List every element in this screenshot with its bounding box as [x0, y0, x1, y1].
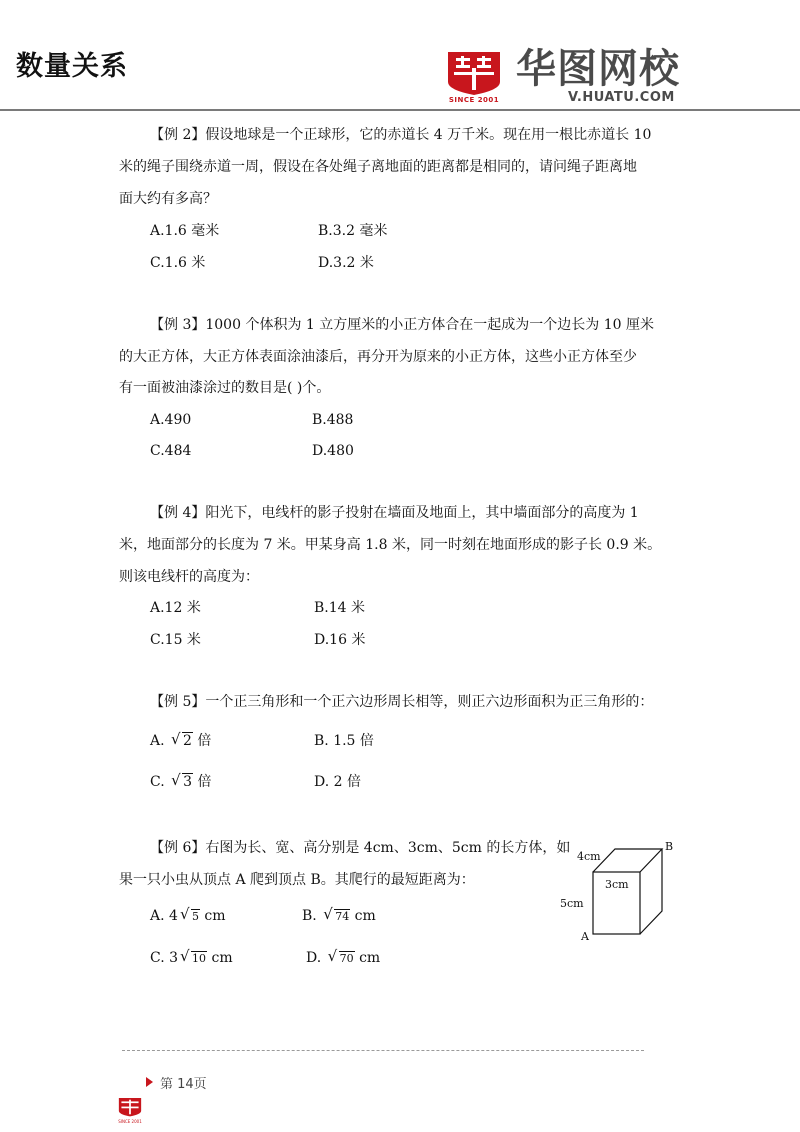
sqrt-expression: √ 74 [323, 905, 350, 923]
page-arrow-icon [146, 1077, 153, 1087]
footer-divider [122, 1050, 644, 1051]
question-line: 有一面被油漆涂过的数目是( )个。 [119, 380, 331, 396]
question-line: 则该电线杆的高度为： [119, 569, 259, 585]
page-title: 数量关系 [16, 51, 128, 82]
page-number: 第 14页 [160, 1077, 207, 1092]
cuboid-length-label: 4cm [577, 850, 601, 863]
option-d: D.16 米 [314, 632, 366, 648]
cuboid-figure [555, 838, 685, 948]
question-label: 【例 3】 [150, 317, 206, 333]
sqrt-expression: √ 10 [180, 947, 207, 965]
option-a: A.490 [150, 412, 192, 428]
cuboid-top-face [593, 849, 662, 872]
option-b: B.3.2 毫米 [318, 223, 388, 239]
question-line: 米的绳子围绕赤道一周，假设在各处绳子离地面的距离都是相同的，请问绳子距离地 [119, 159, 637, 175]
sqrt-expression: √ 70 [327, 947, 354, 965]
question-line: 【例 4】阳光下，电线杆的影子投射在墙面及地面上，其中墙面部分的高度为 1 [150, 505, 639, 521]
option-c: C. √ 3 倍 [150, 771, 212, 790]
question-line: 果一只小虫从顶点 A 爬到顶点 B。其爬行的最短距离为： [119, 872, 475, 888]
logo-since-text: SINCE 2001 [448, 96, 500, 104]
option-c: C.484 [150, 443, 192, 459]
option-d: D.3.2 米 [318, 255, 374, 271]
brand-name: 华图网校 [516, 46, 680, 92]
cuboid-side-face [640, 849, 662, 934]
option-c: C.15 米 [150, 632, 201, 648]
question-line: 的大正方体，大正方体表面涂油漆后，再分开为原来的小正方体，这些小正方体至少 [119, 349, 637, 365]
sqrt-expression: √ 3 [171, 771, 193, 790]
question-line: 【例 3】1000 个体积为 1 立方厘米的小正方体合在一起成为一个边长为 10 厘米 [150, 317, 654, 333]
option-d: D.480 [312, 443, 354, 459]
header-divider [0, 109, 800, 111]
question-line: 米，地面部分的长度为 7 米。甲某身高 1.8 米，同一时刻在地面形成的影子长 0.9 米。 [119, 537, 662, 553]
option-b: B. 1.5 倍 [314, 733, 374, 749]
question-label: 【例 6】 [150, 840, 206, 856]
option-d: D. 2 倍 [314, 774, 361, 790]
brand-url: V.HUATU.COM [568, 90, 675, 105]
question-label: 【例 2】 [150, 127, 206, 143]
sqrt-expression: √ 5 [179, 905, 199, 923]
question-label: 【例 4】 [150, 505, 206, 521]
option-c: C. 3 √ 10 cm [150, 948, 233, 969]
option-b: B. √ 74 cm [302, 906, 376, 927]
cuboid-height-label: 5cm [560, 897, 584, 910]
option-d: D. √ 70 cm [306, 948, 380, 969]
option-a: A.12 米 [150, 600, 201, 616]
footer-logo-since: SINCE 2001 [118, 1119, 142, 1124]
option-a: A. 4 √ 5 cm [150, 906, 226, 927]
option-a: A.1.6 毫米 [150, 223, 220, 239]
question-line: 【例 2】假设地球是一个正球形，它的赤道长 4 万千米。现在用一根比赤道长 10 [150, 127, 652, 143]
footer-logo-icon [118, 1096, 142, 1118]
sqrt-expression: √ 2 [171, 730, 192, 749]
option-b: B.488 [312, 412, 354, 428]
option-b: B.14 米 [314, 600, 366, 616]
vertex-b-label: B [665, 840, 674, 853]
vertex-a-label: A [581, 930, 589, 943]
option-c: C.1.6 米 [150, 255, 206, 271]
option-a: A. √ 2 倍 [150, 730, 212, 749]
question-label: 【例 5】 [150, 694, 206, 710]
cuboid-width-label: 3cm [605, 878, 629, 891]
question-line: 【例 6】右图为长、宽、高分别是 4cm、3cm、5cm 的长方体，如 [150, 840, 571, 856]
huatu-logo-icon [446, 50, 502, 96]
question-line: 【例 5】一个正三角形和一个正六边形周长相等，则正六边形面积为正三角形的： [150, 694, 654, 710]
question-line: 面大约有多高？ [119, 191, 217, 207]
